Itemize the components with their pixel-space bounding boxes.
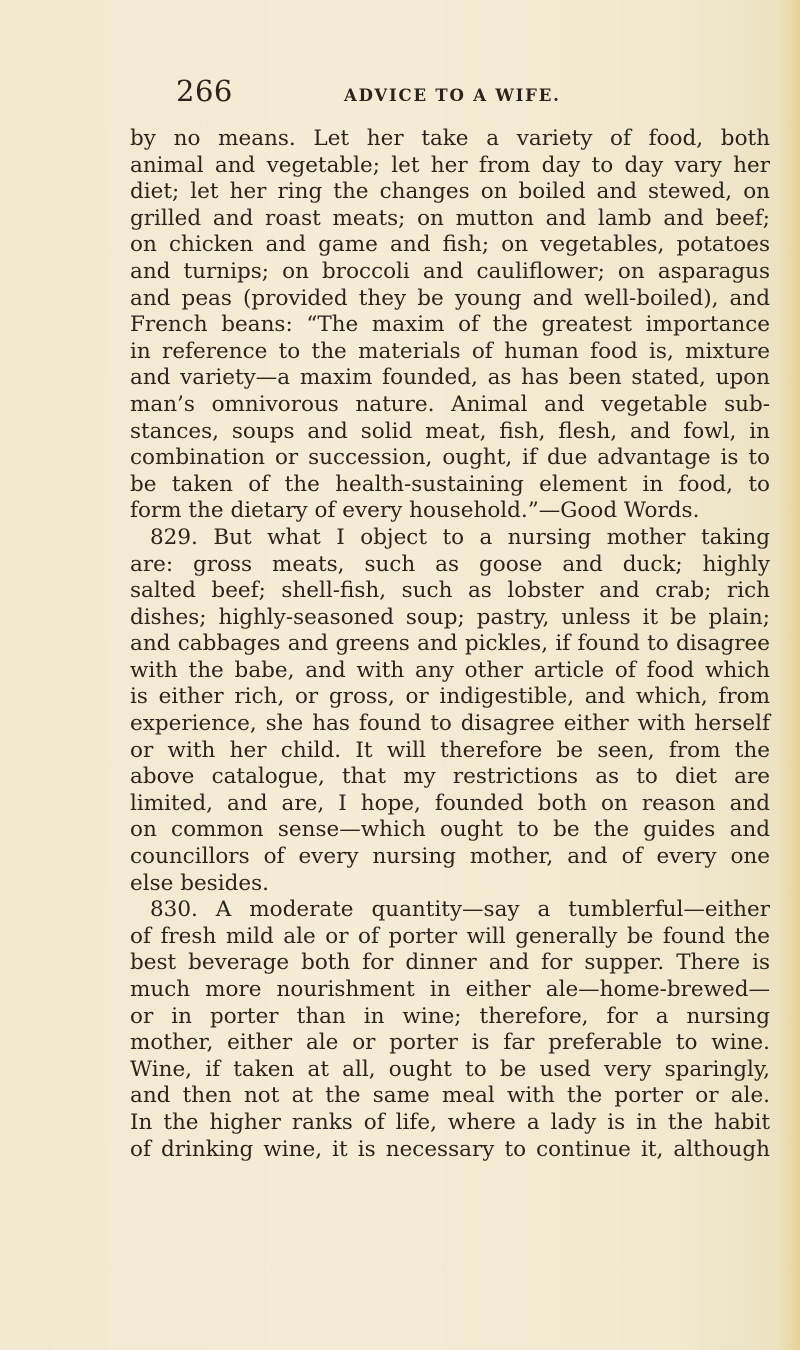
text-line: dishes; highly-seasoned soup; pastry, unless it be plain; (130, 604, 770, 630)
text-line: be taken of the health-sustaining element in food, to (130, 471, 770, 497)
text-line: French beans: “The maxim of the greatest importance (130, 312, 770, 338)
text-line: and then not at the same meal with the porter or ale. (130, 1083, 770, 1109)
body-text (130, 126, 770, 1163)
text-line: or with her child. It will therefore be seen, from the (130, 737, 770, 763)
text-line: Wine, if taken at all, ought to be used very sparingly, (130, 1056, 770, 1082)
text-line: combination or succession, ought, if due advantage is to (130, 445, 770, 471)
text-line: on chicken and game and fish; on vegetables, potatoes (130, 232, 770, 258)
text-line: animal and vegetable; let her from day to day vary her (130, 152, 770, 178)
text-line: with the babe, and with any other article of food which (130, 657, 770, 683)
text-line: above catalogue, that my restrictions as to diet are (130, 764, 770, 790)
page-number: 266 (176, 74, 233, 108)
text-line: mother, either ale or porter is far preferable to wine. (130, 1030, 770, 1056)
running-head: ADVICE TO A WIFE. (344, 86, 561, 105)
text-line: grilled and roast meats; on mutton and lamb and beef; (130, 205, 770, 231)
text-line: or in porter than in wine; therefore, for a nursing (130, 1003, 770, 1029)
text-line: diet; let her ring the changes on boiled and stewed, on (130, 179, 770, 205)
text-line: on common sense—which ought to be the guides and (130, 817, 770, 843)
text-line: much more nourishment in either ale—home-brewed— (130, 977, 770, 1002)
text-line: form the dietary of every household.”—Good Words. (130, 498, 700, 524)
text-line: experience, she has found to disagree either with herself (130, 711, 770, 737)
text-line: 830. A moderate quantity—say a tumblerful—either (150, 897, 770, 923)
text-line: in reference to the materials of human food is, mixture (130, 338, 770, 364)
text-line: 829. But what I object to a nursing mother taking (150, 524, 770, 550)
page-edge-shading (778, 0, 800, 1350)
text-line: else besides. (130, 870, 269, 896)
text-line: is either rich, or gross, or indigestible, and which, from (130, 684, 770, 710)
text-line: salted beef; shell-fish, such as lobster and crab; rich (130, 578, 770, 604)
text-line: of fresh mild ale or of porter will generally be found the (130, 923, 770, 949)
text-line: and variety—a maxim founded, as has been stated, upon (130, 365, 770, 391)
text-line: are: gross meats, such as goose and duck; highly (130, 551, 770, 577)
text-line: of drinking wine, it is necessary to continue it, although (130, 1136, 770, 1162)
page-header (0, 70, 800, 110)
text-line: and peas (provided they be young and well-boiled), and (130, 285, 770, 311)
text-line: by no means. Let her take a variety of food, both (130, 126, 770, 151)
text-line: In the higher ranks of life, where a lady is in the habit (130, 1109, 770, 1135)
text-line: stances, soups and solid meat, fish, flesh, and fowl, in (130, 418, 770, 444)
text-line: and turnips; on broccoli and cauliflower; on asparagus (130, 258, 770, 284)
text-line: man’s omnivorous nature. Animal and vegetable sub- (130, 391, 770, 417)
text-line: limited, and are, I hope, founded both on reason and (130, 790, 770, 816)
text-line: councillors of every nursing mother, and of every one (130, 844, 770, 870)
text-line: and cabbages and greens and pickles, if found to disagree (130, 631, 770, 657)
text-line: best beverage both for dinner and for supper. There is (130, 950, 770, 976)
